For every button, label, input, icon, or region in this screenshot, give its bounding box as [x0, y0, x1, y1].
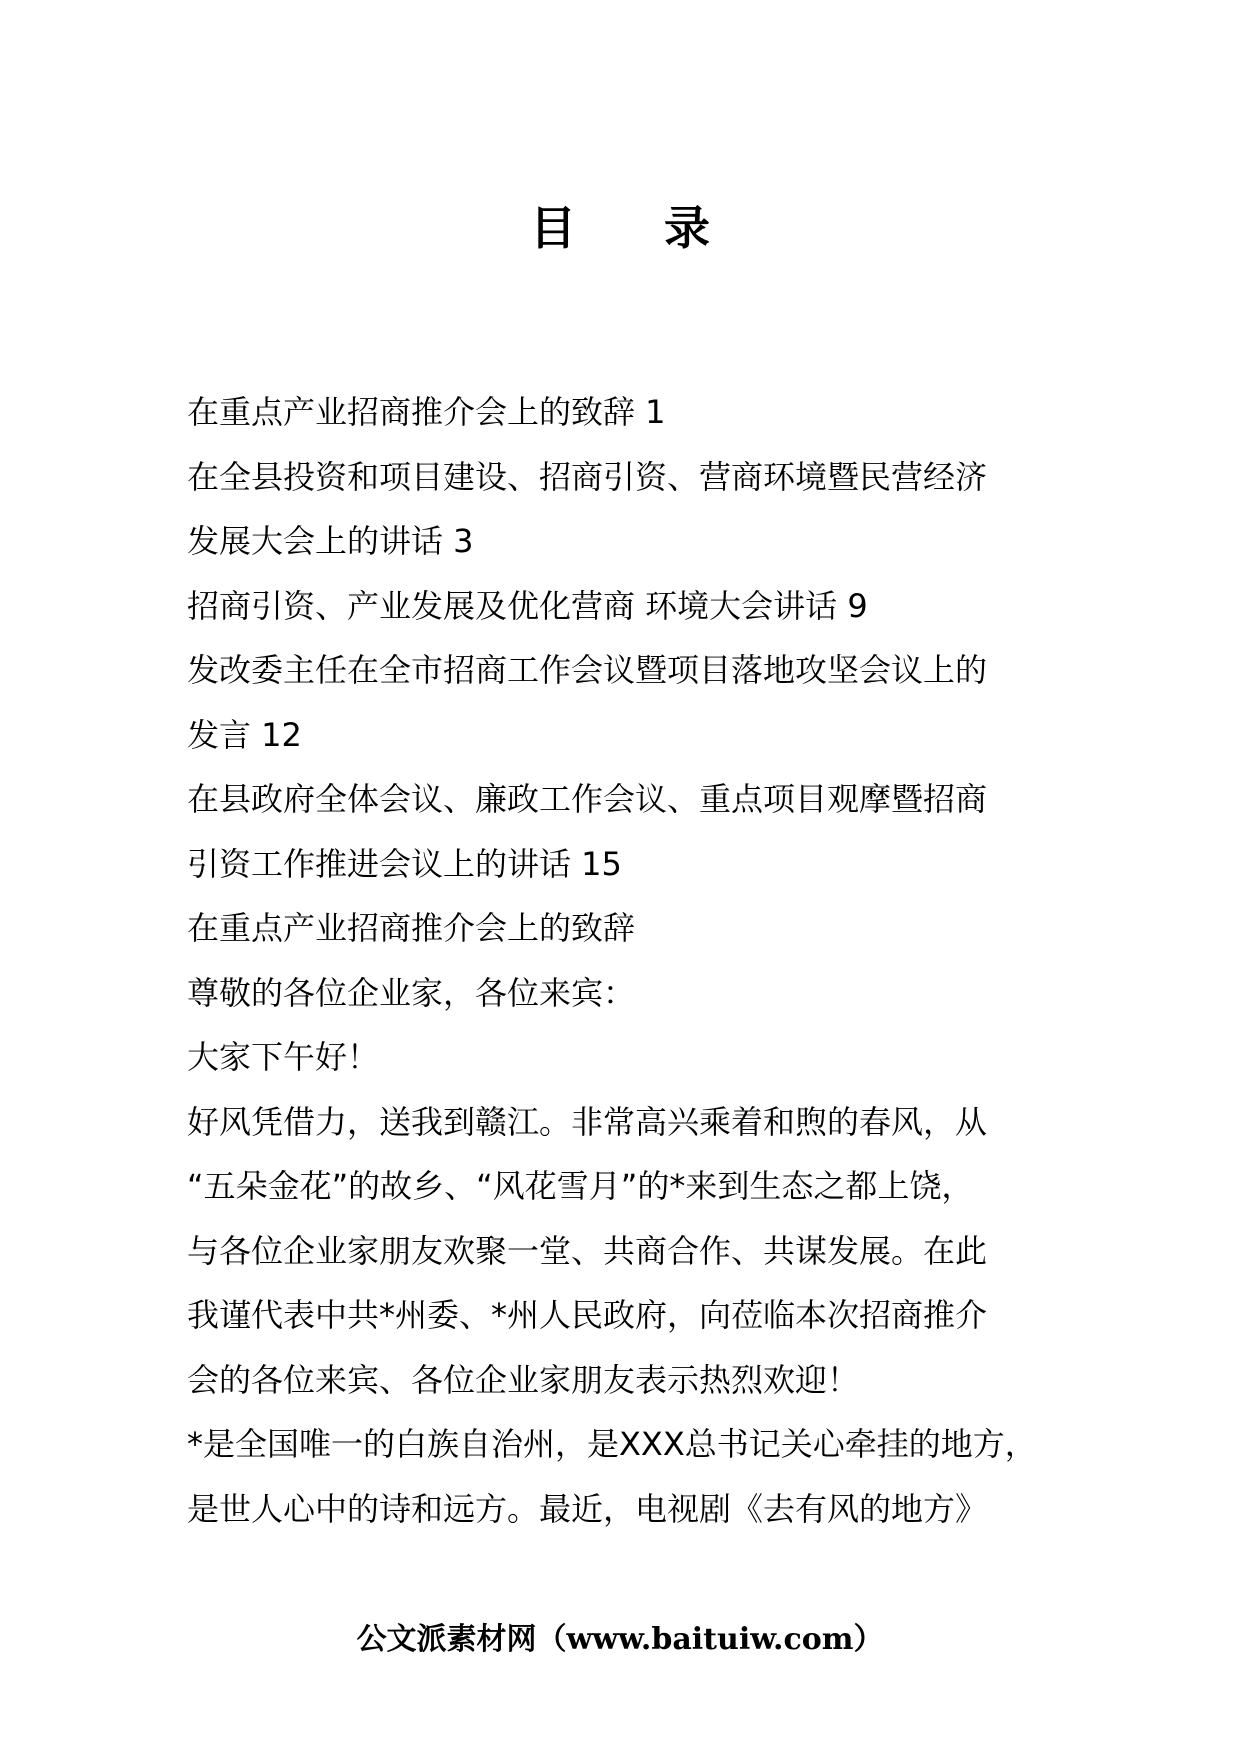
body-line: “五朵金花”的故乡、“风花雪月”的*来到生态之都上饶， — [187, 1167, 974, 1205]
section-heading: 在重点产业招商推介会上的致辞 — [187, 909, 636, 947]
body-line: 我谨代表中共*州委、*州人民政府，向莅临本次招商推介 — [187, 1296, 988, 1334]
toc-line: 招商引资、产业发展及优化营商 环境大会讲话 9 — [187, 586, 868, 625]
body-line: 是世人心中的诗和远方。最近，电视剧《去有风的地方》 — [187, 1489, 988, 1528]
toc-line: 在重点产业招商推介会上的致辞 1 — [187, 393, 666, 431]
document-body — [187, 896, 1087, 1541]
toc-line: 发改委主任在全市招商工作会议暨项目落地攻坚会议上的 — [187, 651, 988, 689]
toc-line: 引资工作推进会议上的讲话 15 — [187, 844, 622, 883]
table-of-contents — [187, 380, 1087, 896]
toc-line: 在全县投资和项目建设、招商引资、营商环境暨民营经济 — [187, 457, 988, 496]
body-line: 好风凭借力，送我到赣江。非常高兴乘着和煦的春风，从 — [187, 1102, 988, 1141]
body-line: 与各位企业家朋友欢聚一堂、共商合作、共谋发展。在此 — [187, 1231, 988, 1270]
page-title: 目 录 — [529, 201, 746, 255]
greeting: 大家下午好！ — [187, 1038, 380, 1076]
toc-line: 发展大会上的讲话 3 — [187, 522, 474, 560]
salutation: 尊敬的各位企业家，各位来宾： — [187, 973, 636, 1012]
toc-line: 发言 12 — [187, 715, 302, 754]
body-line: 会的各位来宾、各位企业家朋友表示热烈欢迎！ — [187, 1360, 860, 1399]
footer-watermark: 公文派素材网（www.baituiw.com） — [356, 1622, 884, 1657]
toc-line: 在县政府全体会议、廉政工作会议、重点项目观摩暨招商 — [187, 780, 988, 818]
body-line: *是全国唯一的白族自治州，是XXX总书记关心牵挂的地方， — [187, 1425, 1037, 1463]
